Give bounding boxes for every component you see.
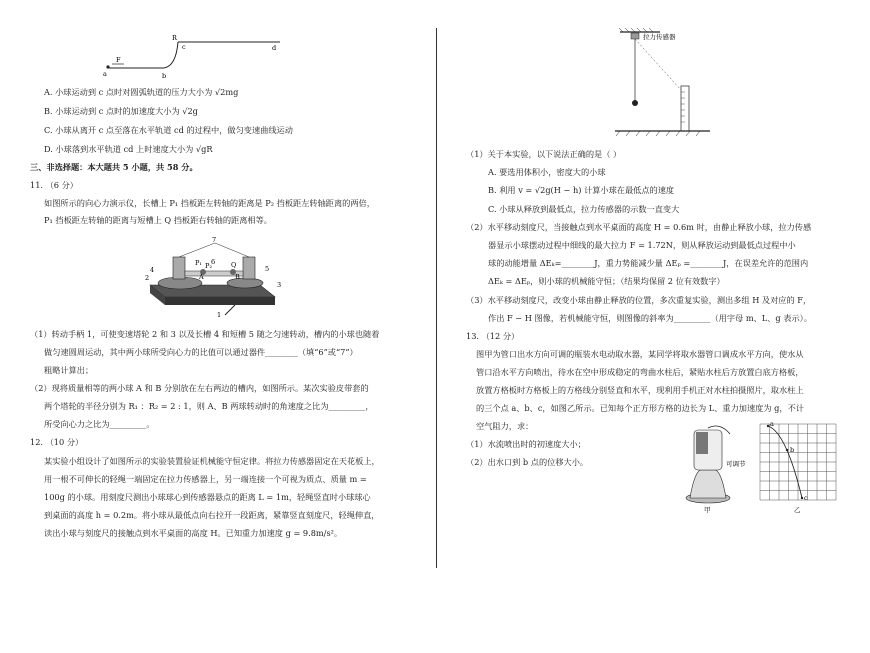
q12-body-5: 读出小球与刻度尺的接触点到水平桌面的高度 H。已知重力加速度 g = 9.8m/s²。: [44, 528, 343, 538]
label-P1: P₁: [195, 259, 202, 267]
label-Q: Q: [231, 261, 237, 269]
q11-number: 11. （6 分）: [30, 180, 78, 190]
q11-part2-line1: （2）现将质量相等的两小球 A 和 B 分别放在左右两边的槽内，如图所示。某次实验皮带套的: [30, 383, 369, 393]
point-b-label: b: [790, 446, 795, 454]
option-a: A. 小球运动到 c 点时对圆弧轨道的压力大小为 √2mg: [44, 87, 239, 97]
label-a: a: [103, 70, 107, 78]
pendulum-figure: [615, 28, 735, 138]
q13-part1: （1）水流喷出时的初速度大小；: [466, 439, 586, 449]
q13-body-5: 空气阻力，求：: [476, 421, 534, 431]
q12-part3-line2: 作出 F − H 图像，若机械能守恒，则图像的斜率为_________（用字母 m、L、g 表示）。: [488, 313, 812, 323]
section-title: 三、非选择题：本大题共 5 小题，共 58 分。: [30, 162, 198, 172]
q12-option-c: C. 小球从释放到最低点，拉力传感器的示数一直变大: [488, 204, 680, 214]
label-R: R: [172, 34, 177, 42]
q12-number: 12. （10 分）: [30, 437, 84, 447]
label-c: c: [182, 43, 186, 51]
label-7: 7: [212, 236, 217, 244]
q12-part2-line2: 器显示小球摆动过程中细线的最大拉力 F = 1.72N，则从释放运动到最低点过程中小: [488, 240, 796, 250]
water-dispenser-figure: [680, 424, 760, 514]
q12-body-4: 到桌面的高度 h = 0.2m。将小球从最低点向右拉开一段距离，紧靠竖直刻度尺，轻绳伸直，: [44, 510, 380, 520]
q13-part2: （2）出水口到 b 点的位移大小。: [466, 457, 589, 467]
q12-part3-line1: （3）水平移动刻度尺，改变小球由静止释放的位置，多次重复实验，测出多组 H 及对应的 F，: [466, 295, 812, 305]
q13-body-3: 放置方格板时方格板上的方格线分别竖直和水平，现利用手机正对水柱拍摄照片，取水柱上: [476, 385, 804, 395]
fig-jia-label: 甲: [704, 506, 711, 514]
q12-body-1: 某实验小组设计了如图所示的实验装置验证机械能守恒定律。将拉力传感器固定在天花板上，: [44, 456, 380, 466]
label-b: b: [162, 72, 167, 80]
q12-part2-line1: （2）水平移动刻度尺，当接触点到水平桌面的高度 H = 0.6m 时，由静止释放小球，拉力传感: [466, 222, 812, 232]
label-2: 2: [145, 274, 150, 282]
label-6: 6: [211, 258, 216, 266]
q12-body-2: 用一根不可伸长的轻绳一端固定在拉力传感器上，另一端连接一个可视为质点、质量 m =: [44, 474, 367, 484]
column-divider: [436, 28, 437, 568]
label-d: d: [272, 44, 277, 52]
trajectory-grid-figure: [760, 420, 840, 514]
fig-yi-label: 乙: [794, 506, 801, 514]
q12-option-a: A. 要选用体积小，密度大的小球: [488, 167, 606, 177]
q11-part2-line3: 所受向心力之比为_________。: [44, 419, 155, 429]
q12-part2-line3: 球的动能增量 ΔEₖ=________J，重力势能减少量 ΔEₚ =________J，在误差允许的范围内: [488, 258, 809, 268]
q11-intro-1: 如图所示的向心力演示仪，长槽上 P₁ 挡板距左转轴的距离是 P₂ 挡板距左转轴距离的两倍，: [44, 198, 375, 208]
label-P2: P₂: [205, 262, 212, 270]
label-5: 5: [265, 265, 270, 273]
q11-intro-2: P₁ 挡板距左转轴的距离与短槽上 Q 挡板距右转轴的距离相等。: [44, 215, 272, 225]
label-B: B: [235, 273, 240, 281]
label-F: F: [116, 56, 121, 64]
q12-part2-line4: ΔEₖ = ΔEₚ，则小球的机械能守恒；（结果均保留 2 位有效数字）: [488, 276, 725, 286]
track-figure: [100, 34, 290, 84]
force-sensor-label: 拉力传感器: [643, 33, 676, 41]
q13-number: 13. （12 分）: [466, 331, 520, 341]
point-a-label: a: [770, 420, 774, 428]
adjust-label: 可调节: [726, 460, 746, 468]
q11-part1-line1: （1）转动手柄 1，可使变速塔轮 2 和 3 以及长槽 4 和短槽 5 随之匀速转动，槽内的小球也随着: [30, 329, 380, 339]
label-3: 3: [277, 281, 282, 289]
option-b: B. 小球运动到 c 点时的加速度大小为 √2g: [44, 106, 198, 116]
q12-body-3: 100g 的小球。用刻度尺测出小球球心到传感器悬点的距离 L = 1m，轻绳竖直时小球球心: [44, 492, 371, 502]
q12-option-b: B. 利用 v = √2g(H − h) 计算小球在最低点的速度: [488, 185, 675, 195]
option-c: C. 小球从离开 c 点至落在水平轨道 cd 的过程中，做匀变速曲线运动: [44, 125, 293, 135]
label-4: 4: [150, 266, 155, 274]
q13-body-4: 的三个点 a、b、c，如图乙所示。已知每个正方形方格的边长为 L、重力加速度为 g，不计: [476, 403, 804, 413]
q11-part1-line3: 粗略计算出；: [44, 365, 94, 375]
label-1: 1: [217, 311, 222, 319]
q13-body-1: 图甲为管口出水方向可调的瓶装水电动取水器，某同学将取水器管口调成水平方向，使水从: [476, 349, 804, 359]
q11-part1-line2: 做匀速圆周运动，其中两小球所受向心力的比值可以通过器件________（填“6”或“7”）: [44, 347, 358, 357]
label-A: A: [199, 273, 204, 281]
option-d: D. 小球落到水平轨道 cd 上时速度大小为 √gR: [44, 144, 213, 154]
q13-body-2: 管口沿水平方向喷出，待水在空中形成稳定的弯曲水柱后，紧贴水柱后方放置白底方格板，: [476, 367, 804, 377]
q12-part1: （1）关于本实验，以下说法正确的是（ ）: [466, 149, 622, 159]
centripetal-apparatus-figure: [145, 235, 295, 320]
point-c-label: c: [804, 494, 808, 502]
q11-part2-line2: 两个塔轮的半径分别为 R₁ ：R₂ = 2 : 1，则 A、B 两球转动时的角速度之比为_________，: [44, 401, 374, 411]
